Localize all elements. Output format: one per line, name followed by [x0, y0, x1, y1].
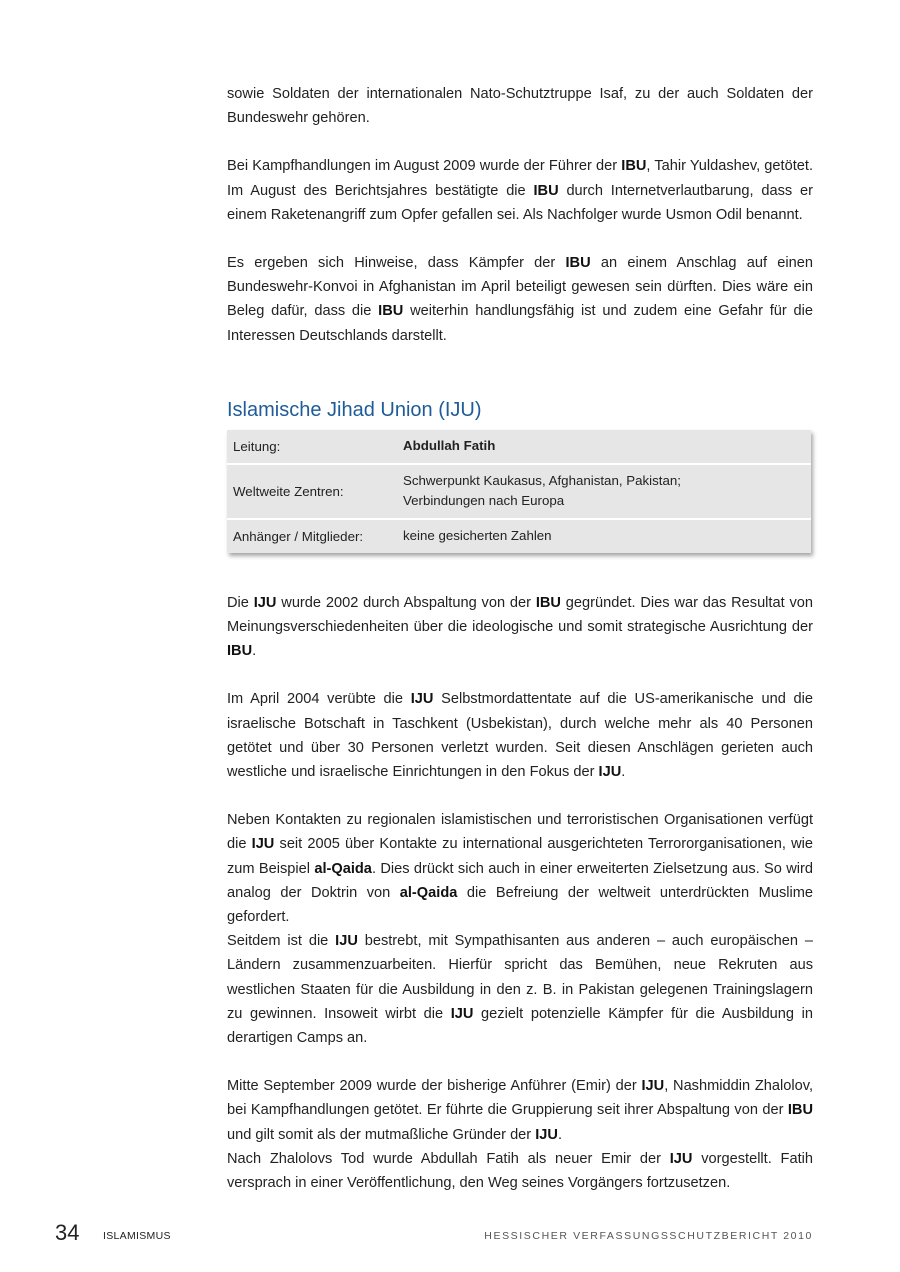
info-label: Anhänger / Mitglieder:	[233, 528, 364, 544]
bold-term: IJU	[598, 764, 622, 781]
bold-term: IBU	[787, 1102, 813, 1119]
text-run: Nach Zhalolovs Tod wurde Abdullah Fatih als neuer Emir der	[227, 1150, 670, 1167]
bold-term: IJU	[253, 594, 277, 611]
text-run: gezielt potenzielle Kämpfer für die Ausbildung in derartigen Camps an.	[227, 1005, 813, 1047]
text-run: weiterhin handlungsfähig ist und zudem eine Gefahr für die Interessen Deutschlands darstellt.	[227, 303, 813, 344]
info-value-line: keine gesicherten Zahlen	[403, 528, 552, 544]
text-run: an einem Anschlag auf einen Bundeswehr-Konvoi in Afghanistan im April beteiligt gewesen sein dürften. Dies wäre ein Beleg dafür, dass die	[227, 255, 813, 320]
bold-term: IJU	[535, 1126, 558, 1143]
paragraph	[227, 1147, 813, 1195]
text-run: . Dies drückt sich auch in einer erweiterten Zielsetzung aus. So wird analog der Doktrin von	[227, 860, 813, 901]
text-run: Bei Kampfhandlungen im August 2009 wurde der Führer der	[227, 158, 622, 175]
bold-term: IJU	[450, 1005, 474, 1022]
paragraph	[227, 82, 813, 130]
text-run: Im April 2004 verübte die	[227, 691, 411, 708]
text-run: Seitdem ist die	[227, 933, 336, 950]
text-run: durch Internetverlautbarung, dass er einem Raketenangriff zum Opfer gefallen sei. Als Nachfolger wurde Usmon Odil benannt.	[227, 182, 813, 223]
paragraph	[227, 808, 813, 929]
bold-term: al-Qaida	[399, 884, 458, 901]
text-run: bestrebt, mit Sympathisanten aus anderen – auch europäischen – Ländern zusammenzuarbeiten. Hierfür spricht das Bemühen, neue Rekruten aus westlichen Staaten für die Ausbildung in den z. B. in Pakistan gelegenen Trainingslagern zu gewinnen. Insoweit wirbt die	[227, 933, 813, 1022]
info-row	[227, 430, 811, 464]
info-table	[227, 430, 811, 553]
text-run: .	[621, 764, 626, 781]
text-run: die Befreiung der weltweit unterdrückten Muslime gefordert.	[227, 884, 813, 926]
paragraph	[227, 929, 813, 1050]
text-run: Selbstmordattentate auf die US-amerikanische und die israelische Botschaft in Taschkent (Usbekistan), durch welche mehr als 40 Personen getötet und über 30 Personen verletzt wurden. Seit diesen Anschlägen gerieten auch westliche und israelische Einrichtungen in den Fokus der	[227, 691, 813, 781]
info-value	[397, 430, 811, 464]
bold-term: IBU	[378, 303, 404, 320]
bold-term: IBU	[621, 158, 647, 175]
info-value	[397, 464, 811, 519]
bold-term: IBU	[535, 594, 561, 611]
info-value-line: Verbindungen nach Europa	[403, 493, 565, 509]
bold-term: IJU	[251, 836, 275, 853]
text-run: Neben Kontakten zu regionalen islamistischen und terroristischen Organisationen verfügt die	[227, 812, 813, 853]
paragraph	[227, 591, 813, 664]
text-run: , Tahir Yuldashev, getötet. Im August des Berichtsjahres bestätigte die	[227, 158, 813, 199]
paragraph	[227, 1074, 813, 1147]
footer-report-title: HESSISCHER VERFASSUNGSSCHUTZBERICHT 2010	[484, 1230, 813, 1242]
bold-term: IJU	[669, 1150, 693, 1167]
paragraph	[227, 687, 813, 784]
text-run: seit 2005 über Kontakte zu international ausgerichteten Terrororganisationen, wie zum Beispiel	[227, 836, 813, 877]
bold-term: al-Qaida	[314, 860, 372, 877]
section-heading: Islamische Jihad Union (IJU)	[227, 398, 482, 421]
info-row	[227, 519, 811, 553]
text-run: und gilt somit als der mutmaßliche Gründer der	[227, 1126, 536, 1143]
bold-term: IBU	[227, 643, 253, 660]
footer-section-label: ISLAMISMUS	[103, 1230, 171, 1242]
info-table-wrapper	[227, 430, 813, 553]
intro-paragraphs	[227, 82, 813, 348]
info-value	[397, 519, 811, 553]
text-run: sowie Soldaten der internationalen Nato-Schutztruppe Isaf, zu der auch Soldaten der Bundeswehr gehören.	[227, 86, 813, 127]
info-label: Leitung:	[233, 438, 281, 454]
text-run: vorgestellt. Fatih versprach in einer Veröffentlichung, den Weg seines Vorgängers fortzusetzen.	[227, 1150, 814, 1192]
text-run: .	[557, 1126, 562, 1143]
info-value-line: Abdullah Fatih	[403, 438, 496, 454]
info-label: Weltweite Zentren:	[233, 483, 344, 499]
text-run: , Nashmiddin Zhalolov, bei Kampfhandlungen getötet. Er führte die Gruppierung seit ihrer Abspaltung von der	[227, 1078, 813, 1119]
info-value-line: Schwerpunkt Kaukasus, Afghanistan, Pakistan;	[403, 473, 681, 489]
paragraph	[227, 251, 813, 348]
text-run: .	[252, 643, 257, 660]
bold-term: IJU	[410, 691, 434, 708]
bold-term: IBU	[533, 182, 559, 199]
bold-term: IJU	[641, 1078, 665, 1095]
text-run: Mitte September 2009 wurde der bisherige Anführer (Emir) der	[227, 1078, 642, 1095]
page-content	[227, 82, 813, 1195]
info-row	[227, 464, 811, 519]
text-run: Die	[227, 594, 254, 611]
bold-term: IJU	[335, 933, 358, 950]
page-number: 34	[55, 1220, 80, 1245]
body-paragraphs	[227, 591, 813, 1195]
paragraph	[227, 154, 813, 227]
text-run: wurde 2002 durch Abspaltung von der	[276, 594, 536, 611]
bold-term: IBU	[565, 255, 591, 272]
text-run: gegründet. Dies war das Resultat von Meinungsverschiedenheiten über die ideologische und somit strategische Ausrichtung der	[227, 594, 814, 636]
text-run: Es ergeben sich Hinweise, dass Kämpfer der	[227, 255, 566, 272]
